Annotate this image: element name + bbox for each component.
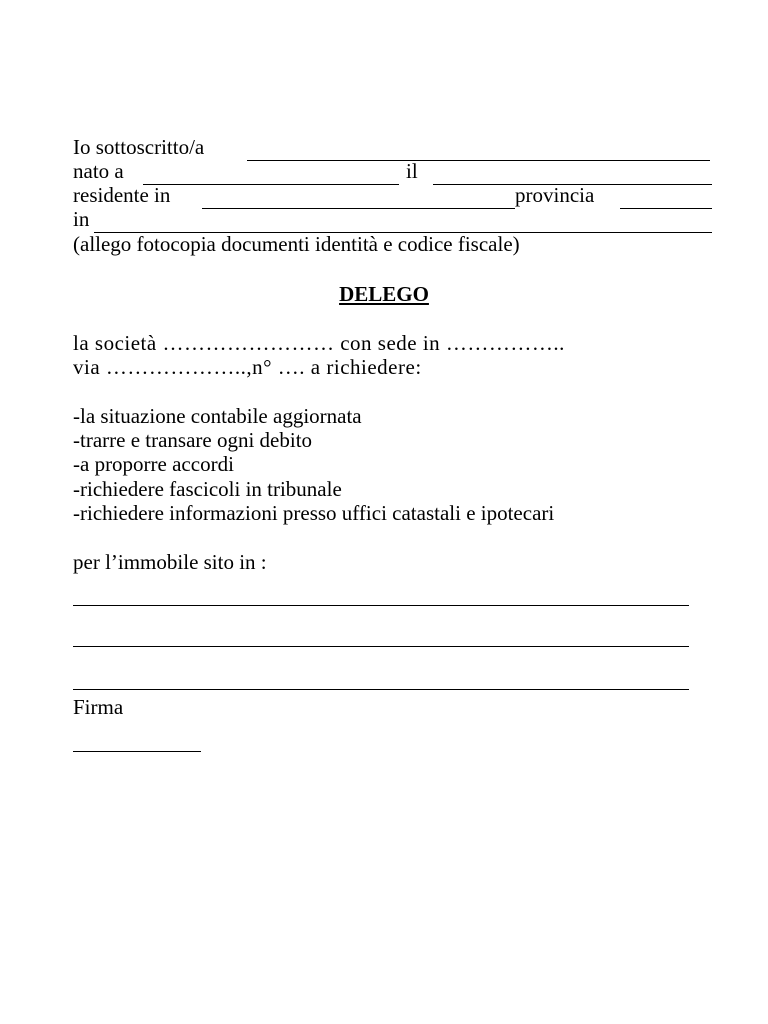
in-label: in <box>73 207 90 231</box>
provincia-field[interactable] <box>620 208 712 209</box>
immobile-label: per l’immobile sito in : <box>73 550 267 574</box>
authorization-item: -richiedere fascicoli in tribunale <box>73 477 342 501</box>
via-line: via ………………..,n° …. a richiedere: <box>73 355 422 379</box>
immobile-field-1[interactable] <box>73 605 689 606</box>
nato-label: nato a <box>73 159 124 183</box>
provincia-label: provincia <box>515 183 595 207</box>
authorization-item: -a proporre accordi <box>73 452 234 476</box>
sottoscritto-label: Io sottoscritto/a <box>73 135 205 159</box>
immobile-field-2[interactable] <box>73 646 689 647</box>
authorization-item: -richiedere informazioni presso uffici catastali e ipotecari <box>73 501 555 525</box>
firma-label: Firma <box>73 695 124 719</box>
residente-field[interactable] <box>202 208 515 209</box>
sottoscritto-field[interactable] <box>247 160 710 161</box>
nato-field[interactable] <box>143 184 399 185</box>
immobile-field-3[interactable] <box>73 689 689 690</box>
authorization-item: -la situazione contabile aggiornata <box>73 404 362 428</box>
societa-line: la società …………………… con sede in …………….. <box>73 331 565 355</box>
residente-label: residente in <box>73 183 171 207</box>
il-label: il <box>406 159 418 183</box>
authorization-item: -trarre e transare ogni debito <box>73 428 313 452</box>
allego-note: (allego fotocopia documenti identità e codice fiscale) <box>73 232 520 256</box>
firma-field[interactable] <box>73 751 201 752</box>
document-title: DELEGO <box>339 282 429 306</box>
